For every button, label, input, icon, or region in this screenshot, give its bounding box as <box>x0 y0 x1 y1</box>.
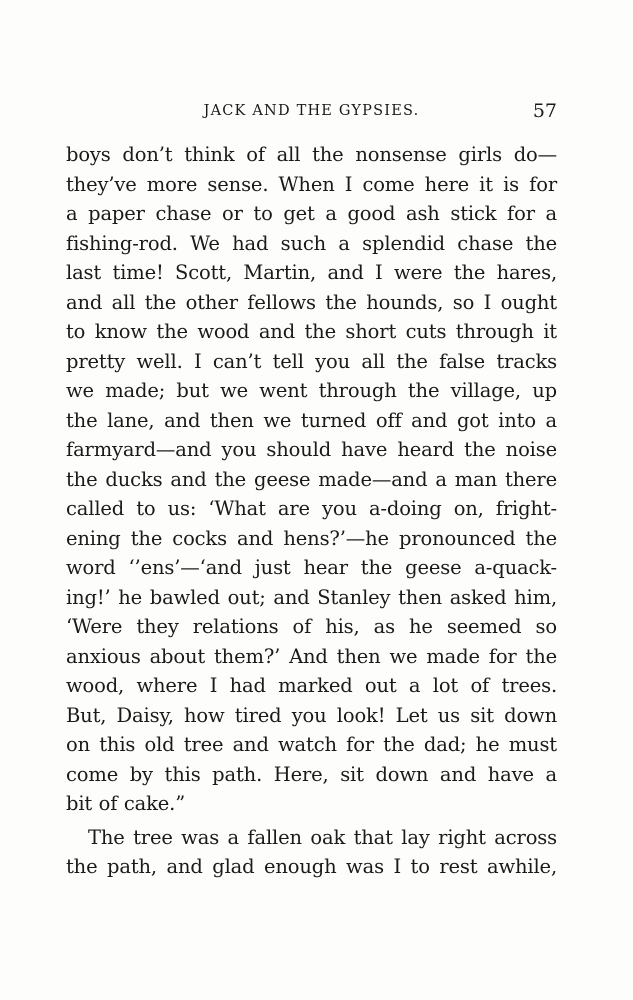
paragraph <box>66 823 557 882</box>
text-line: last time! Scott, Martin, and I were the hares, <box>66 261 557 284</box>
text-line: on this old tree and watch for the dad; he must <box>66 733 557 756</box>
text-line: come by this path. Here, sit down and have a <box>66 762 557 786</box>
text-line: word ‘’ens’—‘and just hear the geese a-quack- <box>66 556 557 579</box>
running-title: JACK AND THE GYPSIES. <box>203 103 420 119</box>
text-line: a paper chase or to get a good ash stick for a <box>66 202 557 225</box>
text-line: fishing-rod. We had such a splendid chase the <box>66 231 557 255</box>
paragraph <box>66 140 557 819</box>
text-line: boys don’t think of all the nonsense girls do— <box>66 143 557 166</box>
text-line: the ducks and the geese made—and a man there <box>66 467 557 491</box>
text-line: they’ve more sense. When I come here it is for <box>66 172 557 196</box>
text-line: called to us: ‘What are you a-doing on, fright- <box>66 497 557 520</box>
text-line: ‘Were they relations of his, as he seemed so <box>66 615 557 638</box>
text-line: pretty well. I can’t tell you all the false tracks <box>66 349 557 373</box>
text-line: to know the wood and the short cuts through it <box>66 320 557 343</box>
body-text <box>66 140 557 882</box>
page-header <box>66 100 557 124</box>
text-line: But, Daisy, how tired you look! Let us sit down <box>66 703 557 727</box>
text-line: anxious about them?’ And then we made for the <box>66 644 557 668</box>
text-line: the path, and glad enough was I to rest awhile, <box>66 855 557 878</box>
text-line: wood, where I had marked out a lot of trees. <box>66 674 557 697</box>
text-line: bit of cake.” <box>66 792 186 815</box>
text-line: The tree was a fallen oak that lay right across <box>88 825 557 849</box>
text-line: ening the cocks and hens?’—he pronounced the <box>66 526 557 550</box>
text-line: farmyard—and you should have heard the noise <box>66 438 557 461</box>
text-line: ing!’ he bawled out; and Stanley then asked him, <box>66 585 557 609</box>
text-line: and all the other fellows the hounds, so I ought <box>66 290 557 314</box>
text-line: the lane, and then we turned off and got into a <box>66 408 557 432</box>
page-number: 57 <box>532 100 557 122</box>
text-line: we made; but we went through the village, up <box>66 379 557 402</box>
